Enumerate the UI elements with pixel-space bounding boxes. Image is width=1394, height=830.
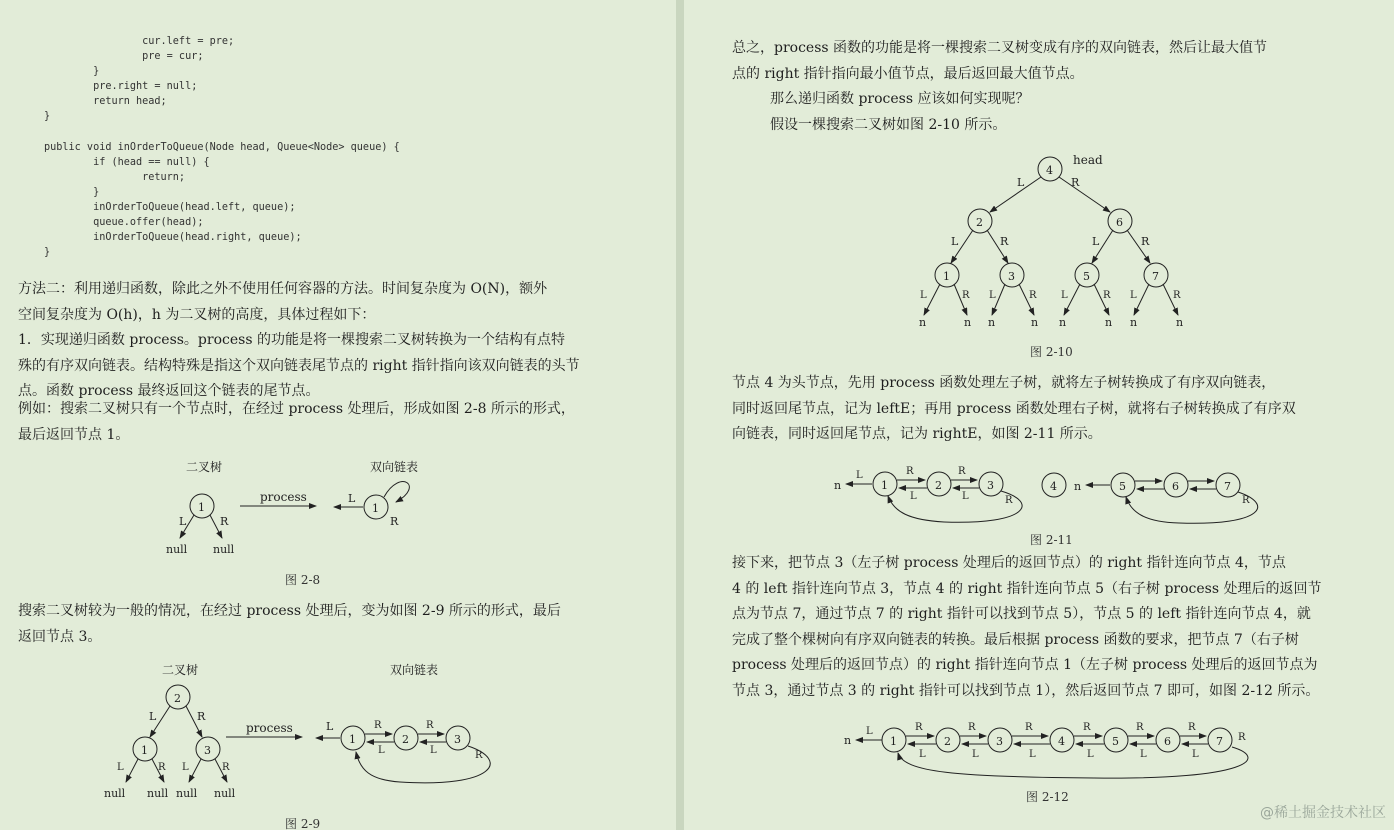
paragraph-example — [18, 397, 575, 448]
code-line: pre.right = null; — [44, 81, 198, 93]
svg-text:1: 1 — [198, 501, 205, 514]
pointer-label-r: R — [1025, 722, 1033, 733]
svg-text:R: R — [1141, 235, 1150, 248]
text-line: 空间复杂度为 O(h)，h 为二叉树的高度，具体过程如下： — [18, 306, 376, 323]
code-line: } — [44, 111, 51, 123]
text-line: 总之，process 函数的功能是将一棵搜索二叉树变成有序的双向链表，然后让最大值节 — [732, 40, 1268, 56]
svg-text:head: head — [1073, 153, 1103, 167]
svg-text:null: null — [104, 787, 126, 800]
pointer-label-r: R — [1083, 722, 1091, 733]
code-line: return; — [44, 171, 186, 183]
svg-text:3: 3 — [987, 479, 994, 492]
svg-text:L: L — [117, 762, 124, 773]
pointer-label-l: L — [1192, 749, 1199, 760]
left-page — [0, 0, 676, 830]
list-node-label: 6 — [1164, 735, 1171, 748]
code-line — [44, 125, 400, 140]
svg-text:1: 1 — [141, 744, 148, 757]
figure-2-9-caption: 图 2-9 — [285, 817, 321, 830]
figure-2-11 — [834, 460, 1284, 530]
right-page — [684, 0, 1394, 830]
svg-text:4: 4 — [1050, 480, 1057, 493]
text-line: 完成了整个棵树向有序双向链表的转换。最后根据 process 函数的要求，把节点 7（右子树 — [732, 631, 1299, 648]
code-line: public void inOrderToQueue(Node head, Queue<Node> queue) { — [44, 141, 400, 153]
svg-text:n: n — [919, 316, 927, 329]
svg-text:L: L — [182, 762, 189, 773]
code-line: inOrderToQueue(head.left, queue); — [44, 202, 296, 214]
text-line: 点为节点 7，通过节点 7 的 right 指针可以找到节点 5），节点 5 的 left 指针连向节点 4，就 — [732, 606, 1311, 622]
svg-text:1: 1 — [881, 479, 888, 492]
text-line: 例如：搜索二叉树只有一个节点时，在经过 process 处理后，形成如图 2-8 所示的形式， — [18, 401, 575, 417]
code-line: } — [44, 66, 100, 78]
svg-text:R: R — [222, 762, 230, 773]
svg-text:L: L — [920, 290, 927, 301]
pointer-label-l: L — [1087, 749, 1094, 760]
text-line: 返回节点 3。 — [18, 628, 102, 645]
svg-text:R: R — [962, 290, 970, 301]
text-line: 节点 4 为头节点，先用 process 函数处理左子树，就将左子树转换成了有序双向链表， — [732, 375, 1276, 391]
list-node-label: 4 — [1058, 735, 1065, 748]
pointer-label-r: R — [1136, 722, 1144, 733]
text-line: 方法二：利用递归函数，除此之外不使用任何容器的方法。时间复杂度为 O(N)，额外 — [18, 281, 548, 297]
svg-text:1: 1 — [372, 502, 379, 515]
svg-text:R: R — [374, 720, 382, 731]
svg-text:R: R — [475, 750, 483, 761]
svg-text:R: R — [158, 762, 166, 773]
svg-text:R: R — [426, 720, 434, 731]
svg-text:R: R — [1238, 732, 1246, 743]
text-line: 假设一棵搜索二叉树如图 2-10 所示。 — [770, 117, 1007, 133]
svg-text:L: L — [326, 720, 334, 733]
svg-text:2: 2 — [976, 216, 983, 229]
figure-2-10 — [914, 150, 1214, 330]
watermark: @稀土掘金技术社区 — [1260, 805, 1386, 821]
figure-2-8-caption: 图 2-8 — [285, 573, 321, 587]
svg-text:R: R — [1242, 495, 1250, 506]
svg-text:3: 3 — [204, 744, 211, 757]
svg-text:R: R — [1173, 290, 1181, 301]
svg-text:n: n — [1105, 316, 1113, 329]
svg-text:L: L — [378, 745, 385, 756]
paragraph-assume — [770, 113, 1006, 139]
svg-text:二叉树: 二叉树 — [186, 460, 223, 474]
svg-text:L: L — [989, 290, 996, 301]
svg-text:R: R — [1000, 235, 1009, 248]
text-line: 那么递归函数 process 应该如何实现呢？ — [770, 91, 1030, 107]
svg-text:n: n — [1031, 316, 1039, 329]
code-block — [44, 34, 400, 260]
paragraph-summary — [732, 36, 1267, 87]
svg-text:二叉树: 二叉树 — [162, 663, 199, 677]
text-line: 搜索二叉树较为一般的情况，在经过 process 处理后，变为如图 2-9 所示的形式，最后 — [18, 603, 561, 619]
code-line: cur.left = pre; — [44, 36, 235, 47]
svg-text:R: R — [906, 466, 914, 477]
code-line: if (head == null) { — [44, 156, 210, 168]
svg-text:7: 7 — [1224, 480, 1231, 493]
paragraph-method-two — [18, 277, 547, 328]
paragraph-step-one — [732, 371, 1296, 448]
svg-text:2: 2 — [402, 733, 409, 746]
svg-text:L: L — [1061, 290, 1068, 301]
svg-text:null: null — [176, 787, 198, 800]
figure-2-9 — [100, 660, 520, 810]
svg-text:n: n — [1176, 316, 1184, 329]
svg-text:5: 5 — [1083, 270, 1090, 283]
paragraph-process-desc — [18, 328, 580, 405]
svg-text:R: R — [1103, 290, 1111, 301]
text-line: 同时返回尾节点，记为 leftE；再用 process 函数处理右子树，就将右子树转换成了有序双 — [732, 400, 1296, 417]
svg-text:L: L — [951, 235, 959, 248]
paragraph-general-case — [18, 599, 561, 650]
svg-text:1: 1 — [943, 270, 950, 283]
svg-text:双向链表: 双向链表 — [390, 663, 439, 677]
svg-text:6: 6 — [1116, 216, 1123, 229]
list-node-label: 3 — [996, 735, 1003, 748]
text-line: 殊的有序双向链表。结构特殊是指这个双向链表尾节点的 right 指针指向该双向链表的头节 — [18, 357, 580, 374]
svg-text:n: n — [834, 479, 842, 492]
code-line: return head; — [44, 96, 167, 108]
svg-text:n: n — [1130, 316, 1138, 329]
text-line: 点的 right 指针指向最小值节点，最后返回最大值节点。 — [732, 65, 1084, 82]
list-node-label: 5 — [1112, 735, 1119, 748]
text-line: 接下来，把节点 3（左子树 process 处理后的返回节点）的 right 指针连向节点 4，节点 — [732, 555, 1286, 571]
code-line: pre = cur; — [44, 51, 204, 63]
svg-text:n: n — [964, 316, 972, 329]
svg-text:L: L — [856, 470, 863, 481]
figure-2-12-caption: 图 2-12 — [1026, 790, 1069, 804]
svg-text:6: 6 — [1172, 480, 1179, 493]
svg-text:L: L — [179, 515, 187, 528]
svg-text:L: L — [1130, 290, 1137, 301]
code-line: inOrderToQueue(head.right, queue); — [44, 232, 302, 244]
text-line: 4 的 left 指针连向节点 3，节点 4 的 right 指针连向节点 5（右子树 process 处理后的返回节 — [732, 580, 1322, 597]
svg-text:null: null — [213, 543, 235, 556]
svg-text:L: L — [348, 492, 356, 505]
list-node-label: 7 — [1216, 735, 1223, 748]
text-line: 最后返回节点 1。 — [18, 426, 130, 443]
code-line: } — [44, 247, 51, 259]
svg-text:L: L — [1092, 235, 1100, 248]
svg-text:3: 3 — [1008, 270, 1015, 283]
list-node-label: 1 — [890, 735, 897, 748]
pointer-label-l: L — [972, 749, 979, 760]
text-line: 节点 3，通过节点 3 的 right 指针可以找到节点 1），然后返回节点 7 即可，如图 2-12 所示。 — [732, 682, 1320, 699]
svg-text:4: 4 — [1046, 164, 1053, 177]
svg-text:null: null — [166, 543, 188, 556]
text-line: 1．实现递归函数 process。process 的功能是将一棵搜索二叉树转换为一个结构有点特 — [18, 332, 565, 348]
paragraph-question — [770, 87, 1029, 113]
svg-text:2: 2 — [935, 479, 942, 492]
svg-text:5: 5 — [1119, 480, 1126, 493]
text-line: 向链表，同时返回尾节点，记为 rightE，如图 2-11 所示。 — [732, 426, 1102, 442]
svg-text:R: R — [958, 466, 966, 477]
svg-text:L: L — [866, 726, 873, 737]
text-line: 点。函数 process 最终返回这个链表的尾节点。 — [18, 383, 320, 399]
svg-text:1: 1 — [349, 733, 356, 746]
svg-text:n: n — [1059, 316, 1067, 329]
figure-2-10-caption: 图 2-10 — [1030, 345, 1073, 359]
page-gutter — [676, 0, 684, 830]
svg-text:R: R — [197, 710, 206, 723]
svg-text:L: L — [1017, 176, 1025, 189]
svg-text:null: null — [214, 787, 236, 800]
svg-text:R: R — [1005, 495, 1013, 506]
text-line: process 处理后的返回节点）的 right 指针连向节点 1（左子树 process 处理后的返回节点为 — [732, 657, 1318, 673]
pointer-label-l: L — [1029, 749, 1036, 760]
svg-text:R: R — [390, 515, 399, 528]
svg-text:n: n — [844, 734, 852, 747]
svg-text:R: R — [1071, 176, 1080, 189]
svg-text:process: process — [260, 490, 307, 504]
code-line: } — [44, 186, 100, 198]
svg-text:n: n — [1074, 480, 1082, 493]
svg-text:双向链表: 双向链表 — [370, 460, 419, 474]
figure-2-11-caption: 图 2-11 — [1030, 533, 1073, 547]
code-line: queue.offer(head); — [44, 217, 204, 229]
svg-text:n: n — [988, 316, 996, 329]
svg-text:R: R — [1029, 290, 1037, 301]
figure-2-8 — [150, 458, 470, 558]
pointer-label-l: L — [919, 749, 926, 760]
paragraph-step-two — [732, 551, 1322, 704]
pointer-label-l: L — [1140, 749, 1147, 760]
pointer-label-r: R — [915, 722, 923, 733]
svg-text:L: L — [910, 491, 917, 502]
svg-text:L: L — [149, 710, 157, 723]
svg-text:process: process — [246, 721, 293, 735]
svg-text:R: R — [220, 515, 229, 528]
pointer-label-r: R — [968, 722, 976, 733]
svg-text:L: L — [962, 491, 969, 502]
svg-text:2: 2 — [174, 692, 181, 705]
list-node-label: 2 — [944, 735, 951, 748]
svg-text:L: L — [430, 745, 437, 756]
svg-text:null: null — [147, 787, 169, 800]
svg-text:3: 3 — [454, 733, 461, 746]
figure-2-12 — [844, 720, 1264, 780]
svg-text:7: 7 — [1152, 270, 1159, 283]
pointer-label-r: R — [1188, 722, 1196, 733]
